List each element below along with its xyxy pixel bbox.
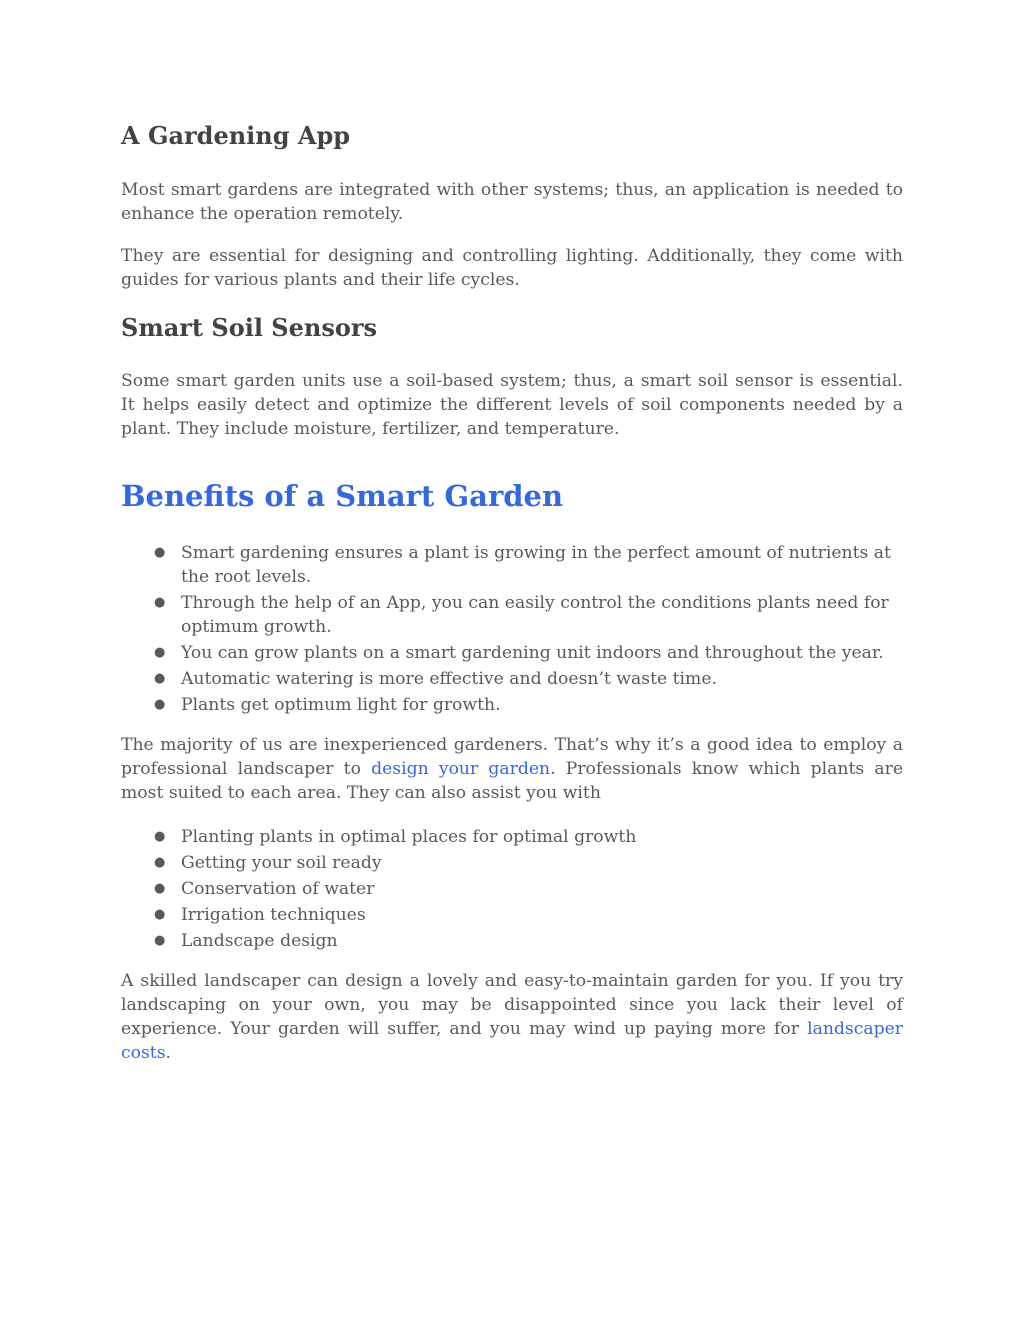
list-item: [121, 541, 903, 589]
bullet-icon: ●: [154, 595, 166, 610]
list-item-text: Landscape design: [181, 931, 338, 951]
paragraph-text: .: [165, 1043, 171, 1063]
heading-gardening-app: A Gardening App: [121, 121, 351, 150]
bullet-icon: ●: [154, 881, 166, 896]
paragraph-gardening-app-2: They are essential for designing and controlling lighting. Additionally, they come with guides for various plants and their life cycles.: [121, 246, 903, 290]
design-your-garden-link[interactable]: design your garden: [371, 759, 551, 779]
heading-smart-soil-sensors: Smart Soil Sensors: [121, 313, 378, 342]
list-item-text: Getting your soil ready: [181, 853, 382, 873]
list-item-text: Irrigation techniques: [181, 905, 366, 925]
assist-list: [121, 825, 903, 955]
bullet-icon: ●: [154, 907, 166, 922]
list-item: [121, 825, 903, 849]
heading-benefits-smart-garden: Benefits of a Smart Garden: [121, 479, 564, 513]
bullet-icon: ●: [154, 855, 166, 870]
bullet-icon: ●: [154, 545, 166, 560]
list-item: [121, 877, 903, 901]
paragraph-landscaper-intro: [121, 733, 903, 805]
bullet-icon: ●: [154, 933, 166, 948]
list-item: [121, 903, 903, 927]
list-item-text: Through the help of an App, you can easily control the conditions plants need for optimum growth.: [181, 593, 889, 637]
list-item-text: Conservation of water: [181, 879, 375, 899]
list-item: [121, 851, 903, 875]
paragraph-closing: [121, 969, 903, 1065]
bullet-icon: ●: [154, 697, 166, 712]
paragraph-gardening-app-1: Most smart gardens are integrated with other systems; thus, an application is needed to enhance the operation remotely.: [121, 180, 903, 224]
paragraph-text: . Professionals know which plants are most suited to each area. They can also assist you with: [121, 759, 903, 803]
bullet-icon: ●: [154, 829, 166, 844]
list-item-text: Plants get optimum light for growth.: [181, 695, 501, 715]
paragraph-text: A skilled landscaper can design a lovely and easy-to-maintain garden for you. If you try landscaping on your own, you may be disappointed since you lack their level of experience. Your garden will suffer, and you may wind up paying more for: [121, 971, 903, 1039]
list-item-text: You can grow plants on a smart gardening unit indoors and throughout the year.: [181, 643, 884, 663]
list-item: [121, 667, 903, 691]
landscaper-costs-link[interactable]: landscaper costs: [121, 1019, 903, 1063]
list-item-text: Automatic watering is more effective and doesn’t waste time.: [181, 669, 717, 689]
list-item: [121, 693, 903, 717]
list-item-text: Planting plants in optimal places for optimal growth: [181, 827, 637, 847]
paragraph-text: The majority of us are inexperienced gardeners. That’s why it’s a good idea to employ a professional landscaper to: [121, 735, 903, 779]
list-item: [121, 929, 903, 953]
list-item: [121, 591, 903, 639]
bullet-icon: ●: [154, 645, 166, 660]
bullet-icon: ●: [154, 671, 166, 686]
paragraph-soil-sensors: Some smart garden units use a soil-based system; thus, a smart soil sensor is essential. It helps easily detect and optimize the different levels of soil components needed by a plant. They include moisture, fertilizer, and temperature.: [121, 371, 903, 439]
list-item: [121, 641, 903, 665]
list-item-text: Smart gardening ensures a plant is growing in the perfect amount of nutrients at the root levels.: [181, 543, 891, 587]
benefits-list: [121, 541, 903, 719]
